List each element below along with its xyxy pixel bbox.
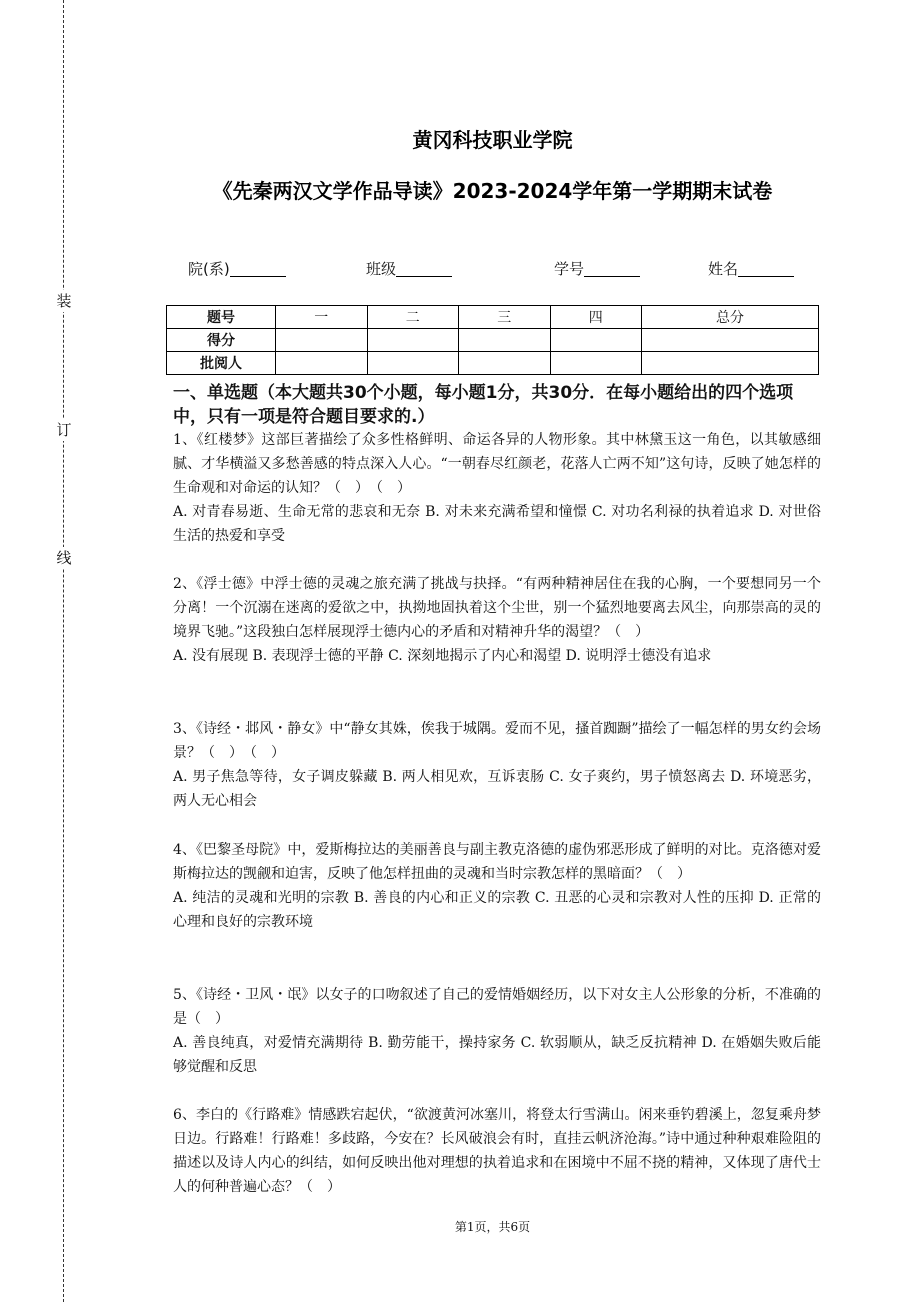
binding-char-ding: 订 [56,421,72,439]
section-heading: 一、单选题（本大题共30个小题，每小题1分，共30分．在每小题给出的四个选项中，只有一项是符合题目要求的.） [173,383,794,427]
question-stem: 5、《诗经・卫风・氓》以女子的口吻叙述了自己的爱情婚姻经历，以下对女主人公形象的分析，不准确的是（ ） [173,987,821,1027]
score-table [166,305,819,375]
question-stem: 3、《诗经・邶风・静女》中“静女其姝，俟我于城隅。爱而不见，搔首踟蹰”描绘了一幅怎样的男女约会场景？（ ） （ ） [173,721,821,761]
question-stem: 2、《浮士德》中浮士德的灵魂之旅充满了挑战与抉择。“有两种精神居住在我的心胸，一个要想同另一个分离！一个沉溺在迷离的爱欲之中，执拗地固执着这个尘世，别一个猛烈地要离去风尘，向那崇高的灵的境界飞驰。”这段独白怎样展现浮士德内心的矛盾和对精神升华的渴望？（ ） [173,576,821,640]
question-2 [173,572,821,668]
score-cell[interactable] [550,329,642,352]
grader-cell[interactable] [550,352,642,375]
info-name-label: 姓名 [708,260,739,278]
question-options: A. 没有展现 B. 表现浮士德的平静 C. 深刻地揭示了内心和渴望 D. 说明浮士德没有追求 [173,648,712,664]
grader-row-label: 批阅人 [167,352,276,375]
question-options: A. 善良纯真，对爱情充满期待 B. 勤劳能干，操持家务 C. 软弱顺从，缺乏反抗精神 D. 在婚姻失败后能够觉醒和反思 [173,1035,821,1075]
score-table-header-row [167,306,819,329]
score-col-3: 三 [459,306,551,329]
info-student-id[interactable] [554,258,640,279]
question-6 [173,1103,821,1199]
grader-cell[interactable] [642,352,819,375]
question-options: A. 男子焦急等待，女子调皮躲藏 B. 两人相见欢，互诉衷肠 C. 女子爽约，男子愤怒离去 D. 环境恶劣，两人无心相会 [173,769,821,809]
question-1 [173,428,821,548]
score-col-label: 题号 [167,306,276,329]
score-row-label: 得分 [167,329,276,352]
binding-char-xian: 线 [56,549,72,567]
grader-cell[interactable] [459,352,551,375]
question-options: A. 纯洁的灵魂和光明的宗教 B. 善良的内心和正义的宗教 C. 丑恶的心灵和宗教对人性的压抑 D. 正常的心理和良好的宗教环境 [173,890,821,930]
info-class-blank[interactable] [396,260,452,277]
info-student-id-blank[interactable] [584,260,640,277]
info-class[interactable] [366,258,452,279]
info-name[interactable] [708,258,794,279]
grader-cell[interactable] [367,352,459,375]
score-cell[interactable] [459,329,551,352]
page-footer: 第1页，共6页 [454,1220,531,1234]
score-row-grader [167,352,819,375]
score-cell[interactable] [642,329,819,352]
score-row-score [167,329,819,352]
info-name-blank[interactable] [738,260,794,277]
score-col-total: 总分 [642,306,819,329]
question-stem: 1、《红楼梦》这部巨著描绘了众多性格鲜明、命运各异的人物形象。其中林黛玉这一角色，以其敏感细腻、才华横溢又多愁善感的特点深入人心。“一朝春尽红颜老，花落人亡两不知”这句诗，反映了她怎样的生命观和对命运的认知？（ ） （ ） [173,432,821,496]
info-class-label: 班级 [366,260,397,278]
exam-title: 《先秦两汉文学作品导读》2023-2024学年第一学期期末试卷 [212,179,773,203]
score-cell[interactable] [276,329,368,352]
info-department-blank[interactable] [230,260,286,277]
question-options: A. 对青春易逝、生命无常的悲哀和无奈 B. 对未来充满希望和憧憬 C. 对功名利禄的执着追求 D. 对世俗生活的热爱和享受 [173,504,821,544]
score-col-2: 二 [367,306,459,329]
question-3 [173,717,821,813]
info-department-label: 院(系) [188,260,230,278]
question-5 [173,983,821,1079]
score-cell[interactable] [367,329,459,352]
question-stem: 6、李白的《行路难》情感跌宕起伏，“欲渡黄河冰塞川，将登太行雪满山。闲来垂钓碧溪上，忽复乘舟梦日边。行路难！行路难！多歧路，今安在？长风破浪会有时，直挂云帆济沧海。”诗中通过种种艰难险阻的描述以及诗人内心的纠结，如何反映出他对理想的执着追求和在困境中不屈不挠的精神，又体现了唐代士人的何种普遍心态？（ ） [173,1107,821,1195]
school-name: 黄冈科技职业学院 [412,128,573,152]
grader-cell[interactable] [276,352,368,375]
score-col-1: 一 [276,306,368,329]
question-stem: 4、《巴黎圣母院》中，爱斯梅拉达的美丽善良与副主教克洛德的虚伪邪恶形成了鲜明的对比。克洛德对爱斯梅拉达的觊觎和迫害，反映了他怎样扭曲的灵魂和当时宗教怎样的黑暗面？（ ） [173,842,821,882]
question-4 [173,838,821,934]
info-student-id-label: 学号 [554,260,585,278]
score-col-4: 四 [550,306,642,329]
info-department[interactable] [188,258,286,279]
binding-char-zhuang: 装 [56,292,72,310]
